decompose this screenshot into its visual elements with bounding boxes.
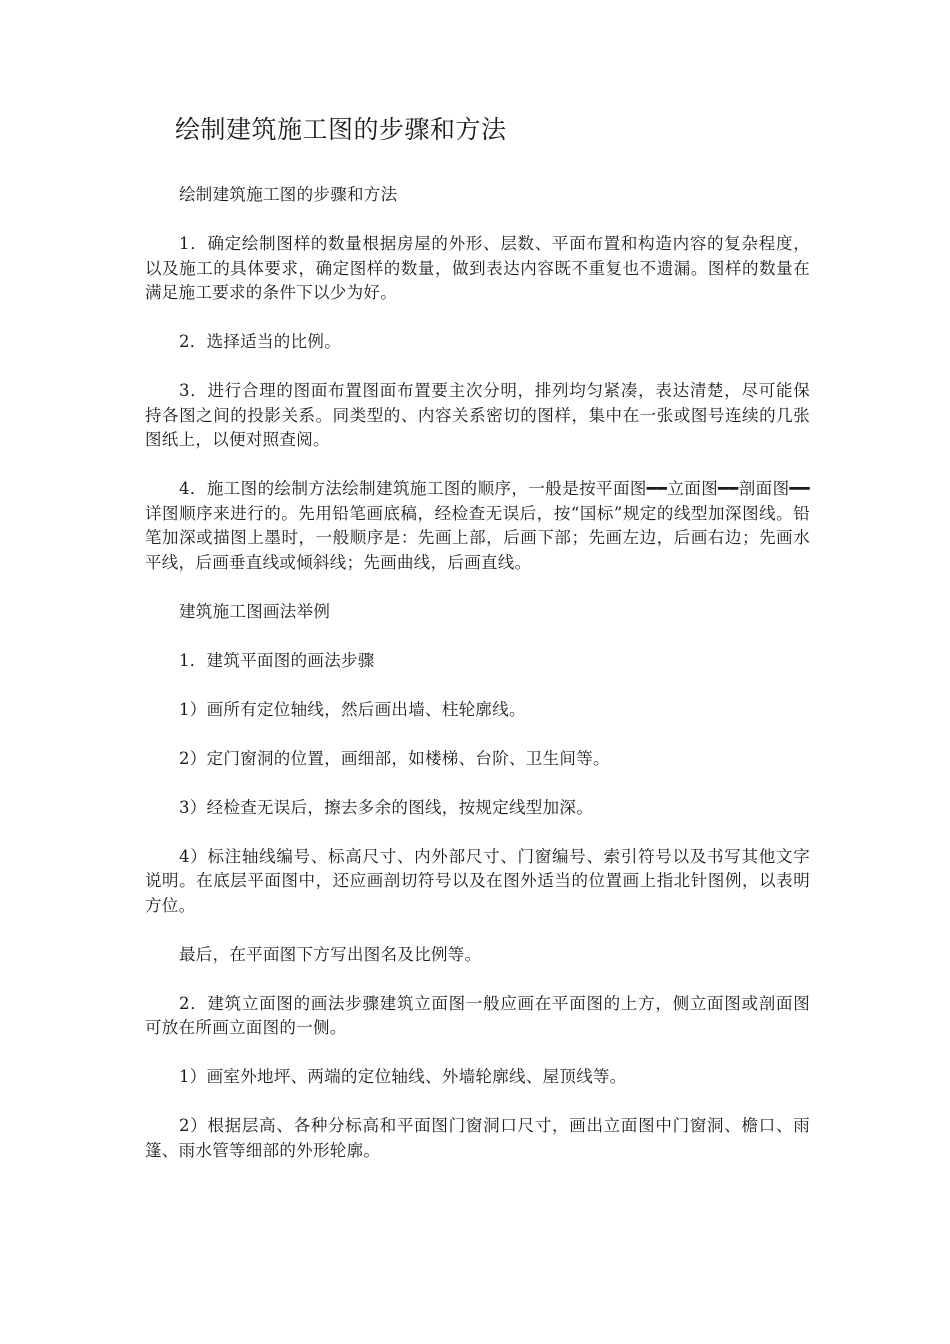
paragraph-plan-final: 最后，在平面图下方写出图名及比例等。 — [179, 944, 482, 964]
paragraph-step-2: 2．选择适当的比例。 — [179, 332, 341, 351]
paragraph-plan-1: 1）画所有定位轴线，然后画出墙、柱轮廓线。 — [179, 699, 526, 719]
paragraph-subtitle: 绘制建筑施工图的步骤和方法 — [179, 185, 398, 204]
paragraph-plan-4: 4）标注轴线编号、标高尺寸、内外部尺寸、门窗编号、索引符号以及书写其他文字说明。在底层平面图中，还应画剖切符号以及在图外适当的位置画上指北针图例，以表明方位。 — [145, 846, 810, 915]
paragraph-plan-3: 3）经检查无误后，擦去多余的图线，按规定线型加深。 — [179, 797, 593, 817]
paragraph-plan-heading: 1．建筑平面图的画法步骤 — [179, 650, 375, 670]
paragraph-elevation-2: 2）根据层高、各种分标高和平面图门窗洞口尺寸，画出立面图中门窗洞、檐口、雨篷、雨水管等细部的外形轮廓。 — [145, 1116, 810, 1160]
paragraph-elevation-heading: 2．建筑立面图的画法步骤建筑立面图一般应画在平面图的上方，侧立面图或剖面图可放在所画立面图的一侧。 — [145, 993, 810, 1037]
document-body — [145, 183, 810, 1188]
paragraph-elevation-1: 1）画室外地坪、两端的定位轴线、外墙轮廓线、屋顶线等。 — [179, 1067, 627, 1086]
paragraph-step-4: 4．施工图的绘制方法绘制建筑施工图的顺序，一般是按平面图━━立面图━━剖面图━━详图顺序来进行的。先用铅笔画底稿，经检查无误后，按“国标”规定的线型加深图线。铅笔加深或描图上墨时，一般顺序是：先画上部，后画下部；先画左边，后画右边；先画水平线，后画垂直线或倾斜线；先画曲线，后画直线。 — [145, 479, 810, 572]
paragraph-plan-2: 2）定门窗洞的位置，画细部，如楼梯、台阶、卫生间等。 — [179, 748, 610, 768]
paragraph-step-3: 3．进行合理的图面布置图面布置要主次分明，排列均匀紧凑，表达清楚，尽可能保持各图之间的投影关系。同类型的、内容关系密切的图样，集中在一张或图号连续的几张图纸上，以便对照查阅。 — [145, 381, 810, 449]
document-title: 绘制建筑施工图的步骤和方法 — [175, 115, 507, 144]
paragraph-example-heading: 建筑施工图画法举例 — [179, 601, 331, 621]
paragraph-step-1: 1．确定绘制图样的数量根据房屋的外形、层数、平面布置和构造内容的复杂程度，以及施工的具体要求，确定图样的数量，做到表达内容既不重复也不遗漏。图样的数量在满足施工要求的条件下以少为好。 — [145, 234, 810, 302]
